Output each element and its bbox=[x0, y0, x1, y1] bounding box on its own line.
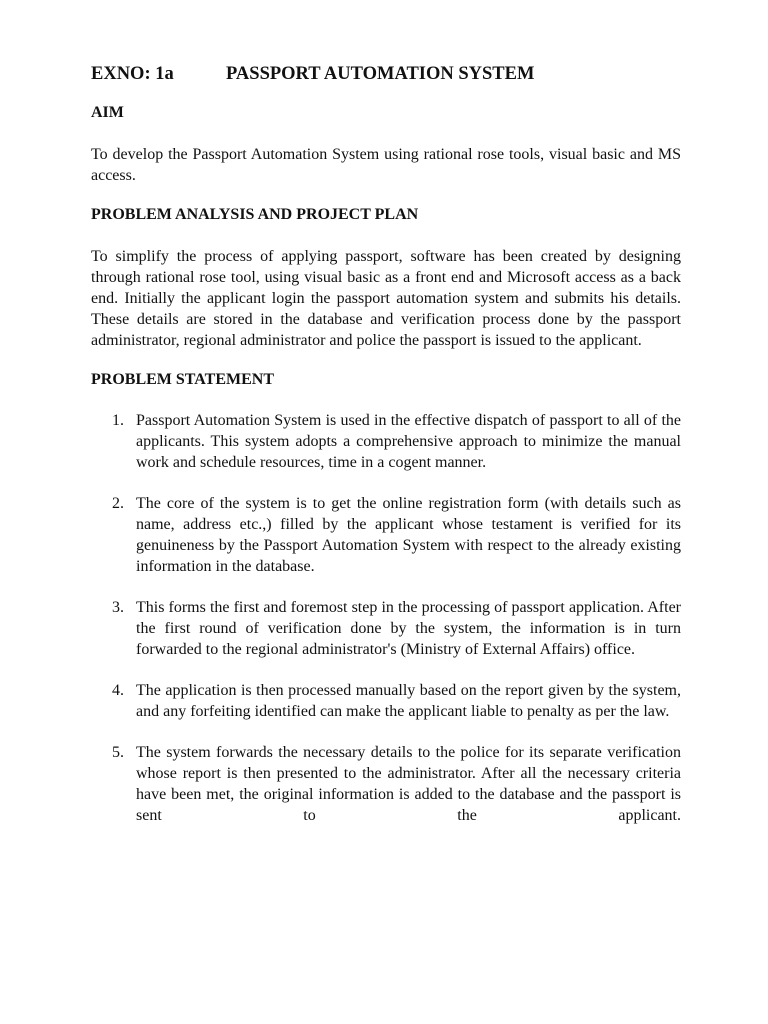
list-item bbox=[91, 680, 681, 722]
document-page bbox=[91, 60, 681, 846]
list-item-number: 5. bbox=[112, 744, 124, 761]
list-item-text: Passport Automation System is used in the effective dispatch of passport to all of the applicants. This system adopts a comprehensive approach to minimize the manual work and schedule resources, time in a cogent manner. bbox=[136, 412, 681, 471]
list-item-text: The system forwards the necessary details to the police for its separate verification whose report is then presented to the administrator. After all the necessary criteria have been met, the original information is added to the database and the passport is sent to the applicant. bbox=[136, 744, 681, 824]
list-item bbox=[91, 742, 681, 826]
aim-heading: AIM bbox=[91, 104, 124, 121]
aim-paragraph: To develop the Passport Automation System using rational rose tools, visual basic and MS access. bbox=[91, 146, 681, 184]
list-item bbox=[91, 410, 681, 473]
list-item-text: The application is then processed manually based on the report given by the system, and any forfeiting identified can make the applicant liable to penalty as per the law. bbox=[136, 682, 681, 720]
document-title: PASSPORT AUTOMATION SYSTEM bbox=[226, 64, 535, 84]
list-item-text: The core of the system is to get the online registration form (with details such as name, address etc.,) filled by the applicant whose testament is verified for its genuineness by the Passport Automation System with respect to the already existing information in the database. bbox=[136, 495, 681, 575]
list-item-number: 1. bbox=[112, 412, 124, 429]
problem-statement-list bbox=[91, 410, 681, 826]
list-item-number: 2. bbox=[112, 495, 124, 512]
list-item-number: 3. bbox=[112, 599, 124, 616]
analysis-paragraph: To simplify the process of applying passport, software has been created by designing through rational rose tool, using visual basic as a front end and Microsoft access as a back end. Initially the applicant login the passport automation system and submits his details. These details are stored in the database and verification process done by the passport administrator, regional administrator and police the passport is issued to the applicant. bbox=[91, 248, 681, 349]
analysis-heading: PROBLEM ANALYSIS AND PROJECT PLAN bbox=[91, 206, 419, 223]
list-item bbox=[91, 597, 681, 660]
list-item bbox=[91, 493, 681, 577]
list-item-number: 4. bbox=[112, 682, 124, 699]
exercise-number: EXNO: 1a bbox=[91, 64, 174, 84]
list-item-text: This forms the first and foremost step in the processing of passport application. After the first round of verification done by the system, the information is in turn forwarded to the regional administrator's (Ministry of External Affairs) office. bbox=[136, 599, 681, 658]
problem-statement-heading: PROBLEM STATEMENT bbox=[91, 371, 274, 388]
document-header bbox=[91, 60, 681, 88]
